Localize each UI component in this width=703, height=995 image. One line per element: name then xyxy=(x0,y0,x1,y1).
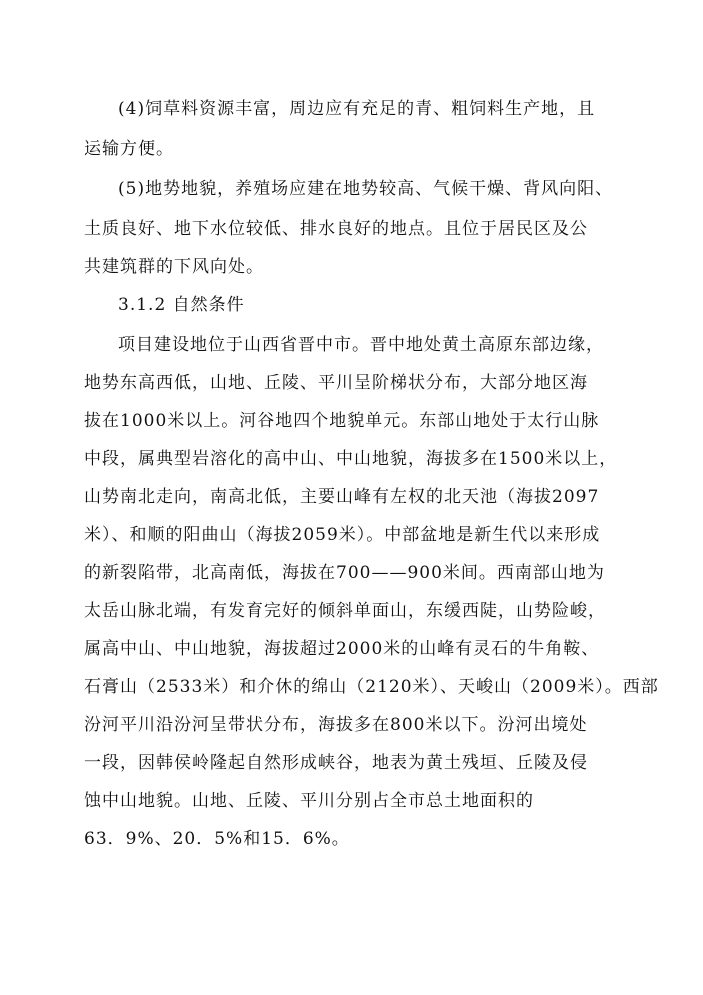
para-3-line-11: 汾河平川沿汾河呈带状分布，海拔多在800米以下。汾河出境处 xyxy=(84,715,588,735)
para-3-line-4: 中段，属典型岩溶化的高中山、中山地貌，海拔多在1500米以上， xyxy=(84,449,618,469)
para-3-line-8: 太岳山脉北端，有发育完好的倾斜单面山，东缓西陡，山势险峻， xyxy=(84,601,606,621)
para-1-line-2: 运输方便。 xyxy=(84,139,174,159)
para-3-line-12: 一段，因韩侯岭隆起自然形成峡谷，地表为黄土残垣、丘陵及侵 xyxy=(84,753,588,773)
para-3-line-7: 的新裂陷带，北高南低，海拔在700——900米间。西南部山地为 xyxy=(84,563,605,583)
para-3-line-2: 地势东高西低，山地、丘陵、平川呈阶梯状分布，大部分地区海 xyxy=(84,373,588,393)
para-2-line-1: (5)地势地貌，养殖场应建在地势较高、气候干燥、背风向阳、 xyxy=(118,179,614,199)
para-3-line-6: 米）、和顺的阳曲山（海拔2059米）。中部盆地是新生代以来形成 xyxy=(84,525,601,545)
para-3-line-5: 山势南北走向，南高北低，主要山峰有左权的北天池（海拔2097 xyxy=(84,487,600,507)
section-heading: 3.1.2 自然条件 xyxy=(118,295,245,315)
para-3-line-9: 属高中山、中山地貌，海拔超过2000米的山峰有灵石的牛角鞍、 xyxy=(84,639,600,659)
para-3-line-13: 蚀中山地貌。山地、丘陵、平川分别占全市总土地面积的 xyxy=(84,791,534,811)
para-1-line-1: (4)饲草料资源丰富，周边应有充足的青、粗饲料生产地，且 xyxy=(118,99,596,119)
para-3-line-3: 拔在1000米以上。河谷地四个地貌单元。东部山地处于太行山脉 xyxy=(84,411,600,431)
para-3-line-1: 项目建设地位于山西省晋中市。晋中地处黄土高原东部边缘， xyxy=(118,335,604,355)
para-2-line-3: 共建筑群的下风向处。 xyxy=(84,257,264,277)
para-3-line-10: 石膏山（2533米）和介休的绵山（2120米）、天峻山（2009米）。西部 xyxy=(84,677,659,697)
para-2-line-2: 土质良好、地下水位较低、排水良好的地点。且位于居民区及公 xyxy=(84,219,588,239)
para-3-line-14: 63．9%、20．5%和15．6%。 xyxy=(84,829,350,849)
